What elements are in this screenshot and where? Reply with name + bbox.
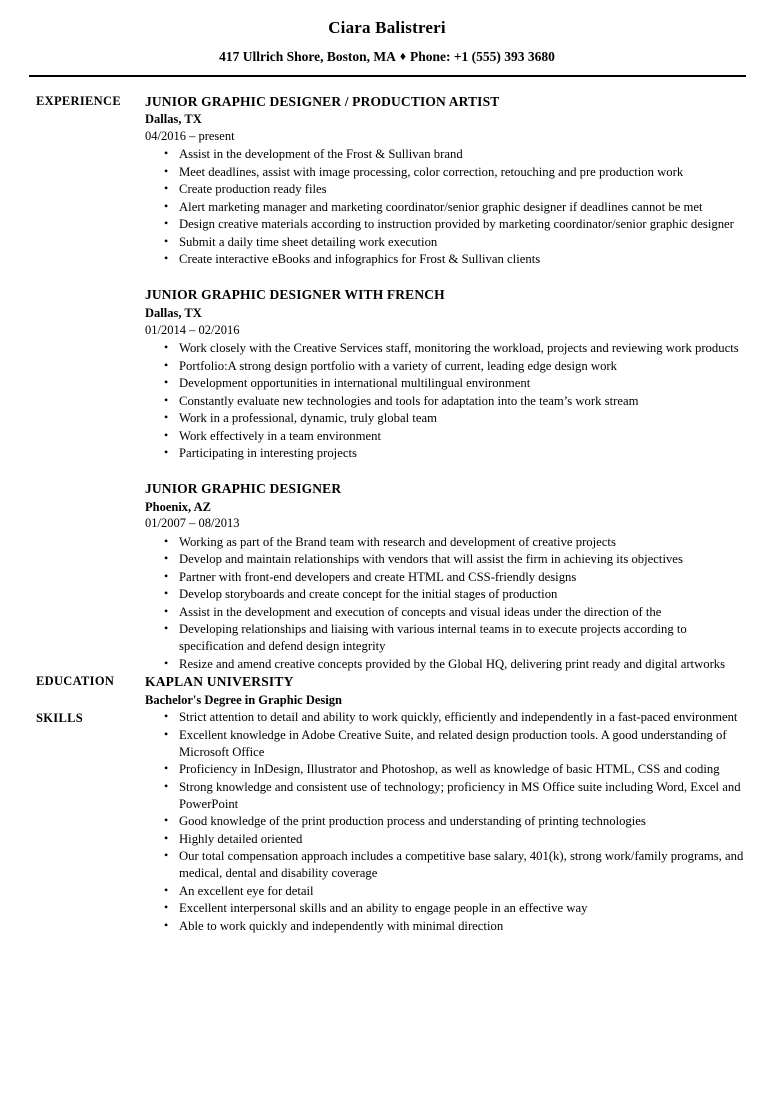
education-entries: [145, 673, 746, 709]
list-item: • Work effectively in a team environment: [161, 427, 746, 445]
section-education: [36, 673, 746, 709]
resume-header: [0, 0, 774, 77]
job-title: JUNIOR GRAPHIC DESIGNER: [145, 481, 342, 497]
list-item: • Alert marketing manager and marketing coordinator/senior graphic designer if deadlines cannot be met: [161, 198, 746, 216]
job-responsibilities: [145, 533, 746, 673]
section-skills: [36, 709, 746, 935]
list-item: • Development opportunities in international multilingual environment: [161, 375, 746, 393]
section-label-experience: EXPERIENCE: [36, 93, 121, 108]
contact-phone: Phone: +1 (555) 393 3680: [409, 49, 555, 65]
list-item: • Partner with front-end developers and create HTML and CSS-friendly designs: [161, 568, 746, 586]
list-item: • Excellent knowledge in Adobe Creative Suite, and related design production tools. A good understanding of Microsoft Office: [161, 726, 746, 761]
list-item: • Strong knowledge and consistent use of technology; proficiency in MS Office suite including Word, Excel and PowerPoint: [161, 778, 746, 813]
contact-address: 417 Ullrich Shore, Boston, MA: [219, 49, 396, 65]
experience-entry: [145, 93, 746, 269]
skills-entries: [145, 709, 746, 935]
list-item: • Proficiency in InDesign, Illustrator and Photoshop, as well as knowledge of basic HTML, CSS and coding: [161, 761, 746, 779]
list-item: • Working as part of the Brand team with research and development of creative projects: [161, 533, 746, 551]
list-item: • Developing relationships and liaising with various internal teams in to execute projects according to specification and defend design integrity: [161, 621, 746, 656]
list-item: • Design creative materials according to instruction provided by marketing coordinator/senior graphic designer: [161, 216, 746, 234]
job-dates: 01/2014 – 02/2016: [145, 322, 240, 337]
job-responsibilities: [145, 340, 746, 463]
list-item: • Meet deadlines, assist with image processing, color correction, retouching and pre production work: [161, 163, 746, 181]
education-school: KAPLAN UNIVERSITY: [145, 673, 294, 689]
list-item: • Strict attention to detail and ability to work quickly, efficiently and independently in a fast-paced environment: [161, 709, 746, 727]
list-item: • Work in a professional, dynamic, truly global team: [161, 410, 746, 428]
job-location: Phoenix, AZ: [145, 499, 211, 514]
list-item: • Constantly evaluate new technologies and tools for adaptation into the team’s work stream: [161, 392, 746, 410]
experience-entry: [145, 480, 746, 673]
skills-list: [145, 709, 746, 935]
list-item: • Able to work quickly and independently with minimal direction: [161, 917, 746, 935]
education-degree: Bachelor's Degree in Graphic Design: [145, 693, 342, 708]
job-title: JUNIOR GRAPHIC DESIGNER / PRODUCTION ARTIST: [145, 93, 500, 109]
experience-entry: [145, 286, 746, 462]
list-item: • Work closely with the Creative Services staff, monitoring the workload, projects and reviewing work products: [161, 340, 746, 358]
job-dates: 01/2007 – 08/2013: [145, 516, 240, 531]
diamond-separator-icon: ♦: [399, 49, 406, 64]
section-label-education: EDUCATION: [36, 673, 115, 688]
list-item: • Submit a daily time sheet detailing work execution: [161, 233, 746, 251]
list-item: • Assist in the development of the Frost & Sullivan brand: [161, 146, 746, 164]
section-experience: [36, 93, 746, 673]
job-location: Dallas, TX: [145, 305, 202, 320]
candidate-name: Ciara Balistreri: [328, 18, 446, 37]
list-item: • Highly detailed oriented: [161, 830, 746, 848]
list-item: • Create production ready files: [161, 181, 746, 199]
experience-entries: [145, 93, 746, 673]
section-label-skills: SKILLS: [36, 710, 83, 725]
list-item: • Resize and amend creative concepts provided by the Global HQ, delivering print ready and digital artworks: [161, 655, 746, 673]
job-dates: 04/2016 – present: [145, 128, 235, 143]
list-item: • Good knowledge of the print production process and understanding of printing technologies: [161, 813, 746, 831]
list-item: • An excellent eye for detail: [161, 882, 746, 900]
list-item: • Excellent interpersonal skills and an ability to engage people in an effective way: [161, 900, 746, 918]
list-item: • Portfolio:A strong design portfolio with a variety of current, leading edge design work: [161, 357, 746, 375]
list-item: • Assist in the development and execution of concepts and visual ideas under the direction of the: [161, 603, 746, 621]
list-item: • Participating in interesting projects: [161, 445, 746, 463]
list-item: • Create interactive eBooks and infographics for Frost & Sullivan clients: [161, 251, 746, 269]
list-item: • Develop storyboards and create concept for the initial stages of production: [161, 586, 746, 604]
list-item: • Develop and maintain relationships with vendors that will assist the firm in achieving its objectives: [161, 551, 746, 569]
list-item: • Our total compensation approach includes a competitive base salary, 401(k), strong work/family programs, and medical, dental and disability coverage: [161, 848, 746, 883]
job-responsibilities: [145, 146, 746, 269]
job-title: JUNIOR GRAPHIC DESIGNER WITH FRENCH: [145, 287, 445, 303]
job-location: Dallas, TX: [145, 112, 202, 127]
contact-line: [0, 49, 774, 65]
resume-content: [0, 77, 774, 935]
